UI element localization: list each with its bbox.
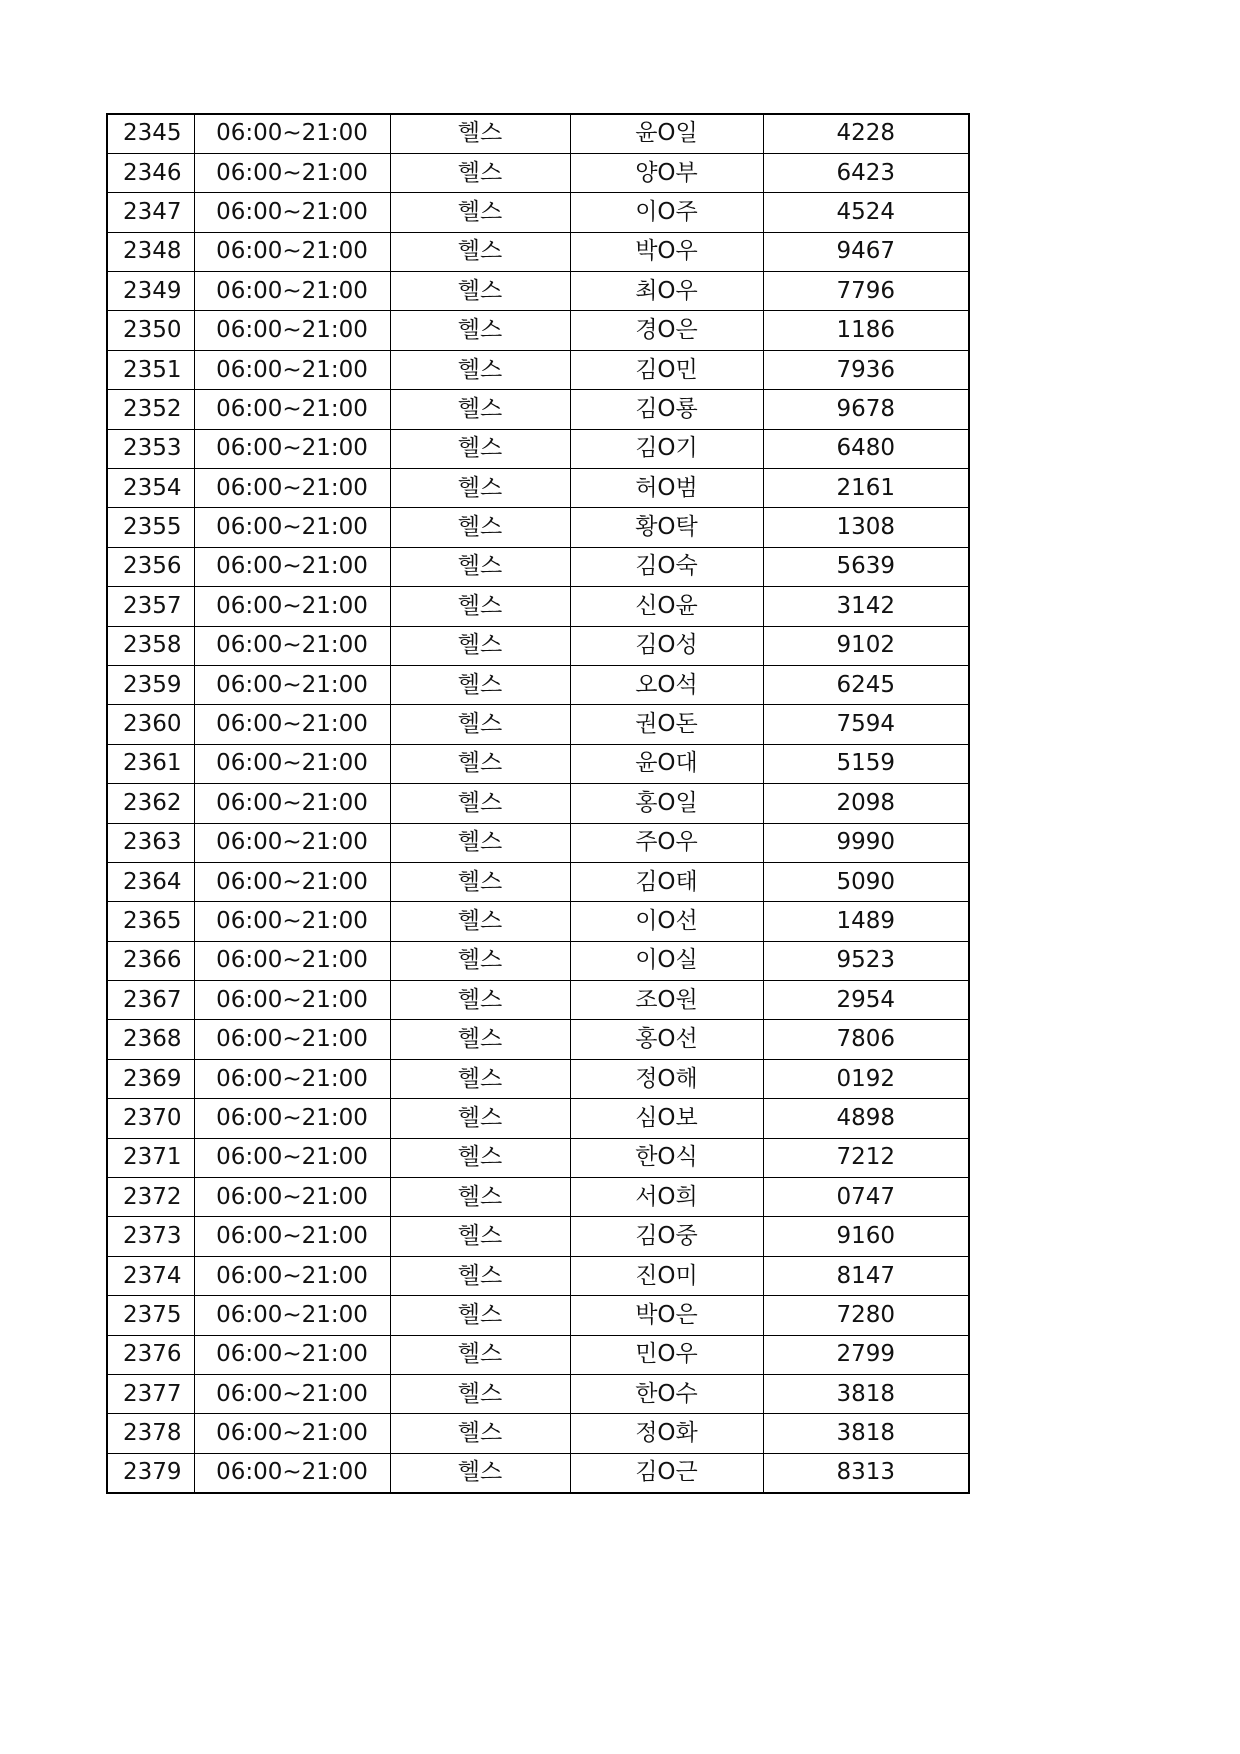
cell-hours: 06:00~21:00	[194, 981, 390, 1020]
table-row	[107, 823, 969, 862]
cell-member-name: 정O화	[570, 1414, 763, 1453]
table-row	[107, 1375, 969, 1414]
cell-program: 헬스	[390, 1099, 570, 1138]
table-row	[107, 587, 969, 626]
cell-member-name: 황O탁	[570, 508, 763, 547]
member-table-body	[107, 114, 969, 1493]
table-row	[107, 232, 969, 271]
table-row	[107, 311, 969, 350]
table-row	[107, 705, 969, 744]
cell-hours: 06:00~21:00	[194, 744, 390, 783]
cell-program: 헬스	[390, 1217, 570, 1256]
table-row	[107, 1453, 969, 1492]
cell-number: 2372	[107, 1178, 194, 1217]
cell-program: 헬스	[390, 232, 570, 271]
cell-program: 헬스	[390, 469, 570, 508]
cell-code: 9523	[763, 941, 969, 980]
cell-program: 헬스	[390, 981, 570, 1020]
cell-number: 2366	[107, 941, 194, 980]
cell-code: 2954	[763, 981, 969, 1020]
cell-member-name: 김O민	[570, 350, 763, 389]
cell-hours: 06:00~21:00	[194, 350, 390, 389]
table-row	[107, 626, 969, 665]
cell-program: 헬스	[390, 1375, 570, 1414]
cell-member-name: 오O석	[570, 665, 763, 704]
cell-code: 3142	[763, 587, 969, 626]
cell-number: 2370	[107, 1099, 194, 1138]
cell-number: 2367	[107, 981, 194, 1020]
cell-hours: 06:00~21:00	[194, 193, 390, 232]
cell-code: 7936	[763, 350, 969, 389]
cell-hours: 06:00~21:00	[194, 1059, 390, 1098]
cell-hours: 06:00~21:00	[194, 114, 390, 153]
table-row	[107, 1217, 969, 1256]
cell-hours: 06:00~21:00	[194, 902, 390, 941]
cell-member-name: 신O윤	[570, 587, 763, 626]
cell-member-name: 박O은	[570, 1296, 763, 1335]
cell-program: 헬스	[390, 626, 570, 665]
cell-program: 헬스	[390, 823, 570, 862]
cell-member-name: 이O주	[570, 193, 763, 232]
cell-member-name: 김O숙	[570, 547, 763, 586]
cell-program: 헬스	[390, 390, 570, 429]
cell-hours: 06:00~21:00	[194, 1375, 390, 1414]
cell-hours: 06:00~21:00	[194, 469, 390, 508]
cell-number: 2347	[107, 193, 194, 232]
cell-code: 2799	[763, 1335, 969, 1374]
cell-program: 헬스	[390, 941, 570, 980]
cell-member-name: 김O중	[570, 1217, 763, 1256]
cell-program: 헬스	[390, 1335, 570, 1374]
cell-hours: 06:00~21:00	[194, 1217, 390, 1256]
cell-code: 7594	[763, 705, 969, 744]
cell-member-name: 심O보	[570, 1099, 763, 1138]
member-table	[106, 113, 970, 1494]
cell-hours: 06:00~21:00	[194, 1178, 390, 1217]
cell-code: 7212	[763, 1138, 969, 1177]
cell-program: 헬스	[390, 1059, 570, 1098]
cell-number: 2346	[107, 153, 194, 192]
cell-program: 헬스	[390, 1256, 570, 1295]
cell-code: 9160	[763, 1217, 969, 1256]
cell-code: 9102	[763, 626, 969, 665]
table-row	[107, 390, 969, 429]
cell-program: 헬스	[390, 153, 570, 192]
cell-number: 2350	[107, 311, 194, 350]
cell-number: 2355	[107, 508, 194, 547]
cell-hours: 06:00~21:00	[194, 1256, 390, 1295]
cell-member-name: 정O해	[570, 1059, 763, 1098]
cell-hours: 06:00~21:00	[194, 705, 390, 744]
cell-member-name: 경O은	[570, 311, 763, 350]
cell-number: 2368	[107, 1020, 194, 1059]
cell-program: 헬스	[390, 114, 570, 153]
cell-member-name: 양O부	[570, 153, 763, 192]
cell-number: 2353	[107, 429, 194, 468]
cell-number: 2363	[107, 823, 194, 862]
cell-hours: 06:00~21:00	[194, 1414, 390, 1453]
table-row	[107, 350, 969, 389]
cell-program: 헬스	[390, 1296, 570, 1335]
cell-code: 0192	[763, 1059, 969, 1098]
cell-member-name: 김O성	[570, 626, 763, 665]
table-row	[107, 784, 969, 823]
cell-program: 헬스	[390, 1020, 570, 1059]
cell-number: 2345	[107, 114, 194, 153]
cell-member-name: 서O희	[570, 1178, 763, 1217]
cell-hours: 06:00~21:00	[194, 1296, 390, 1335]
cell-program: 헬스	[390, 1453, 570, 1492]
cell-program: 헬스	[390, 193, 570, 232]
cell-program: 헬스	[390, 547, 570, 586]
cell-number: 2351	[107, 350, 194, 389]
table-row	[107, 1138, 969, 1177]
cell-member-name: 홍O선	[570, 1020, 763, 1059]
cell-program: 헬스	[390, 508, 570, 547]
cell-hours: 06:00~21:00	[194, 390, 390, 429]
cell-number: 2357	[107, 587, 194, 626]
cell-number: 2362	[107, 784, 194, 823]
table-row	[107, 744, 969, 783]
cell-code: 5159	[763, 744, 969, 783]
cell-hours: 06:00~21:00	[194, 232, 390, 271]
cell-code: 9990	[763, 823, 969, 862]
cell-number: 2375	[107, 1296, 194, 1335]
cell-hours: 06:00~21:00	[194, 862, 390, 901]
cell-code: 4524	[763, 193, 969, 232]
cell-hours: 06:00~21:00	[194, 153, 390, 192]
cell-code: 7280	[763, 1296, 969, 1335]
cell-member-name: 한O수	[570, 1375, 763, 1414]
cell-code: 3818	[763, 1375, 969, 1414]
cell-number: 2379	[107, 1453, 194, 1492]
cell-hours: 06:00~21:00	[194, 429, 390, 468]
cell-program: 헬스	[390, 587, 570, 626]
cell-hours: 06:00~21:00	[194, 272, 390, 311]
cell-number: 2348	[107, 232, 194, 271]
cell-code: 0747	[763, 1178, 969, 1217]
cell-number: 2360	[107, 705, 194, 744]
cell-member-name: 이O선	[570, 902, 763, 941]
table-row	[107, 1335, 969, 1374]
table-row	[107, 1059, 969, 1098]
cell-number: 2374	[107, 1256, 194, 1295]
cell-hours: 06:00~21:00	[194, 1020, 390, 1059]
cell-member-name: 조O원	[570, 981, 763, 1020]
cell-member-name: 이O실	[570, 941, 763, 980]
cell-hours: 06:00~21:00	[194, 823, 390, 862]
cell-number: 2377	[107, 1375, 194, 1414]
cell-hours: 06:00~21:00	[194, 626, 390, 665]
cell-program: 헬스	[390, 665, 570, 704]
cell-code: 2098	[763, 784, 969, 823]
cell-member-name: 진O미	[570, 1256, 763, 1295]
table-row	[107, 902, 969, 941]
cell-code: 7806	[763, 1020, 969, 1059]
cell-member-name: 박O우	[570, 232, 763, 271]
cell-code: 1186	[763, 311, 969, 350]
cell-hours: 06:00~21:00	[194, 508, 390, 547]
cell-hours: 06:00~21:00	[194, 941, 390, 980]
cell-program: 헬스	[390, 705, 570, 744]
table-row	[107, 1020, 969, 1059]
cell-program: 헬스	[390, 1414, 570, 1453]
cell-number: 2349	[107, 272, 194, 311]
cell-member-name: 윤O일	[570, 114, 763, 153]
cell-hours: 06:00~21:00	[194, 587, 390, 626]
cell-program: 헬스	[390, 429, 570, 468]
cell-program: 헬스	[390, 744, 570, 783]
cell-number: 2354	[107, 469, 194, 508]
table-row	[107, 665, 969, 704]
table-row	[107, 981, 969, 1020]
cell-code: 6480	[763, 429, 969, 468]
cell-program: 헬스	[390, 1178, 570, 1217]
cell-program: 헬스	[390, 272, 570, 311]
table-row	[107, 1256, 969, 1295]
cell-number: 2378	[107, 1414, 194, 1453]
table-row	[107, 941, 969, 980]
cell-member-name: 한O식	[570, 1138, 763, 1177]
cell-hours: 06:00~21:00	[194, 1335, 390, 1374]
cell-number: 2364	[107, 862, 194, 901]
cell-member-name: 민O우	[570, 1335, 763, 1374]
cell-member-name: 김O근	[570, 1453, 763, 1492]
cell-code: 1489	[763, 902, 969, 941]
table-row	[107, 272, 969, 311]
table-row	[107, 1178, 969, 1217]
table-row	[107, 862, 969, 901]
cell-code: 8313	[763, 1453, 969, 1492]
cell-hours: 06:00~21:00	[194, 547, 390, 586]
cell-number: 2365	[107, 902, 194, 941]
cell-code: 6423	[763, 153, 969, 192]
cell-hours: 06:00~21:00	[194, 665, 390, 704]
cell-member-name: 김O태	[570, 862, 763, 901]
cell-member-name: 김O기	[570, 429, 763, 468]
table-row	[107, 547, 969, 586]
cell-member-name: 권O돈	[570, 705, 763, 744]
cell-number: 2352	[107, 390, 194, 429]
cell-hours: 06:00~21:00	[194, 1453, 390, 1492]
cell-program: 헬스	[390, 784, 570, 823]
cell-code: 9467	[763, 232, 969, 271]
cell-code: 7796	[763, 272, 969, 311]
table-row	[107, 193, 969, 232]
cell-program: 헬스	[390, 350, 570, 389]
cell-number: 2369	[107, 1059, 194, 1098]
cell-number: 2361	[107, 744, 194, 783]
cell-code: 8147	[763, 1256, 969, 1295]
cell-member-name: 최O우	[570, 272, 763, 311]
table-row	[107, 1099, 969, 1138]
cell-number: 2371	[107, 1138, 194, 1177]
cell-number: 2356	[107, 547, 194, 586]
cell-code: 3818	[763, 1414, 969, 1453]
table-row	[107, 1414, 969, 1453]
cell-hours: 06:00~21:00	[194, 784, 390, 823]
table-row	[107, 429, 969, 468]
cell-member-name: 허O범	[570, 469, 763, 508]
cell-number: 2358	[107, 626, 194, 665]
cell-number: 2373	[107, 1217, 194, 1256]
cell-program: 헬스	[390, 311, 570, 350]
cell-code: 5090	[763, 862, 969, 901]
cell-hours: 06:00~21:00	[194, 311, 390, 350]
cell-program: 헬스	[390, 1138, 570, 1177]
cell-number: 2359	[107, 665, 194, 704]
cell-code: 9678	[763, 390, 969, 429]
cell-member-name: 윤O대	[570, 744, 763, 783]
cell-member-name: 김O룡	[570, 390, 763, 429]
cell-code: 5639	[763, 547, 969, 586]
cell-member-name: 주O우	[570, 823, 763, 862]
cell-code: 2161	[763, 469, 969, 508]
cell-code: 4228	[763, 114, 969, 153]
cell-hours: 06:00~21:00	[194, 1099, 390, 1138]
cell-hours: 06:00~21:00	[194, 1138, 390, 1177]
cell-program: 헬스	[390, 902, 570, 941]
cell-code: 4898	[763, 1099, 969, 1138]
table-row	[107, 153, 969, 192]
cell-program: 헬스	[390, 862, 570, 901]
table-row	[107, 114, 969, 153]
cell-code: 1308	[763, 508, 969, 547]
cell-number: 2376	[107, 1335, 194, 1374]
table-row	[107, 469, 969, 508]
cell-code: 6245	[763, 665, 969, 704]
table-row	[107, 1296, 969, 1335]
cell-member-name: 홍O일	[570, 784, 763, 823]
table-row	[107, 508, 969, 547]
